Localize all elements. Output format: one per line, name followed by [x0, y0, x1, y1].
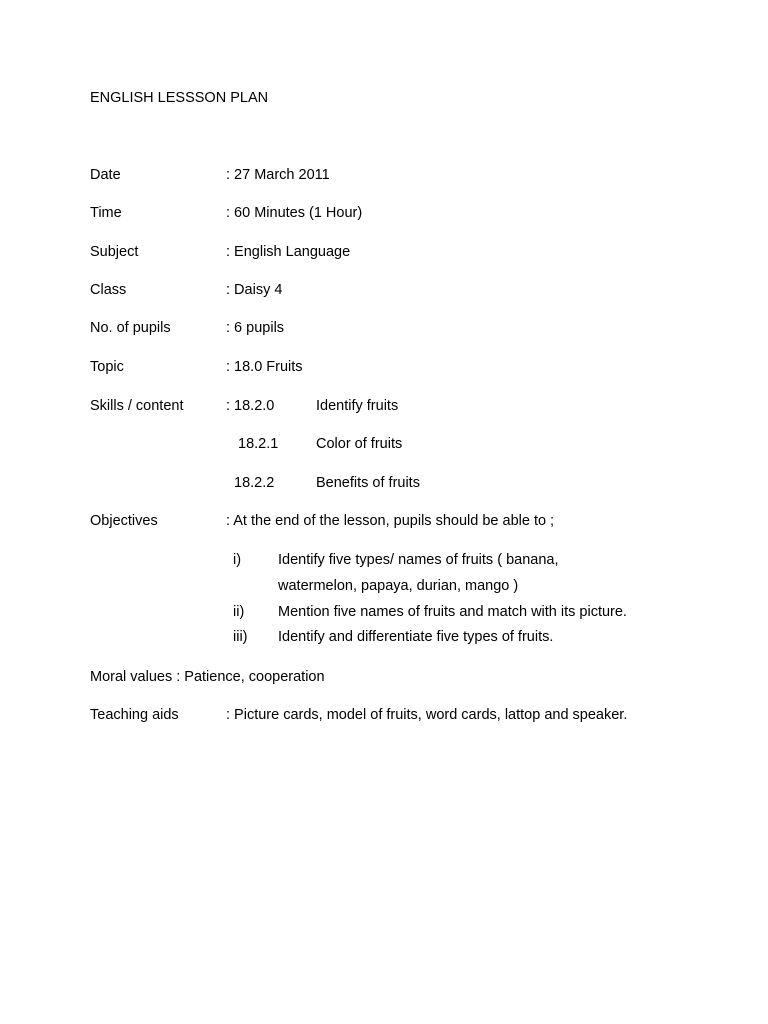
time-value: : 60 Minutes (1 Hour) [226, 205, 363, 221]
document-title: ENGLISH LESSSON PLAN [90, 90, 269, 106]
class-value: : Daisy 4 [226, 282, 283, 298]
objective-text: Identify five types/ names of fruits ( banana, [278, 552, 559, 568]
time-label: Time [90, 205, 122, 221]
objective-text-continued: watermelon, papaya, durian, mango ) [278, 578, 519, 594]
pupils-value: : 6 pupils [226, 320, 285, 336]
date-label: Date [90, 167, 121, 183]
skills-label: Skills / content [90, 398, 184, 414]
objective-number: ii) [233, 604, 245, 620]
skill-name: Benefits of fruits [316, 475, 420, 491]
objective-number: i) [233, 552, 242, 568]
class-label: Class [90, 282, 127, 298]
topic-value: : 18.0 Fruits [226, 359, 303, 375]
objectives-intro: : At the end of the lesson, pupils should be able to ; [226, 513, 555, 529]
date-value: : 27 March 2011 [226, 167, 330, 183]
teaching-aids-value: : Picture cards, model of fruits, word cards, lattop and speaker. [226, 707, 628, 723]
objective-number: iii) [233, 629, 248, 645]
objective-text: Identify and differentiate five types of fruits. [278, 629, 554, 645]
skill-name: Identify fruits [316, 398, 399, 414]
skill-name: Color of fruits [316, 436, 403, 452]
skill-code: : 18.2.0 [226, 398, 275, 414]
topic-label: Topic [90, 359, 124, 375]
objective-text: Mention five names of fruits and match with its picture. [278, 604, 627, 620]
moral-values: Moral values : Patience, cooperation [90, 669, 325, 685]
subject-label: Subject [90, 244, 139, 260]
subject-value: : English Language [226, 244, 351, 260]
skill-code: 18.2.2 [234, 475, 275, 491]
skill-code: 18.2.1 [238, 436, 279, 452]
teaching-aids-label: Teaching aids [90, 707, 179, 723]
objectives-label: Objectives [90, 513, 158, 529]
pupils-label: No. of pupils [90, 320, 171, 336]
